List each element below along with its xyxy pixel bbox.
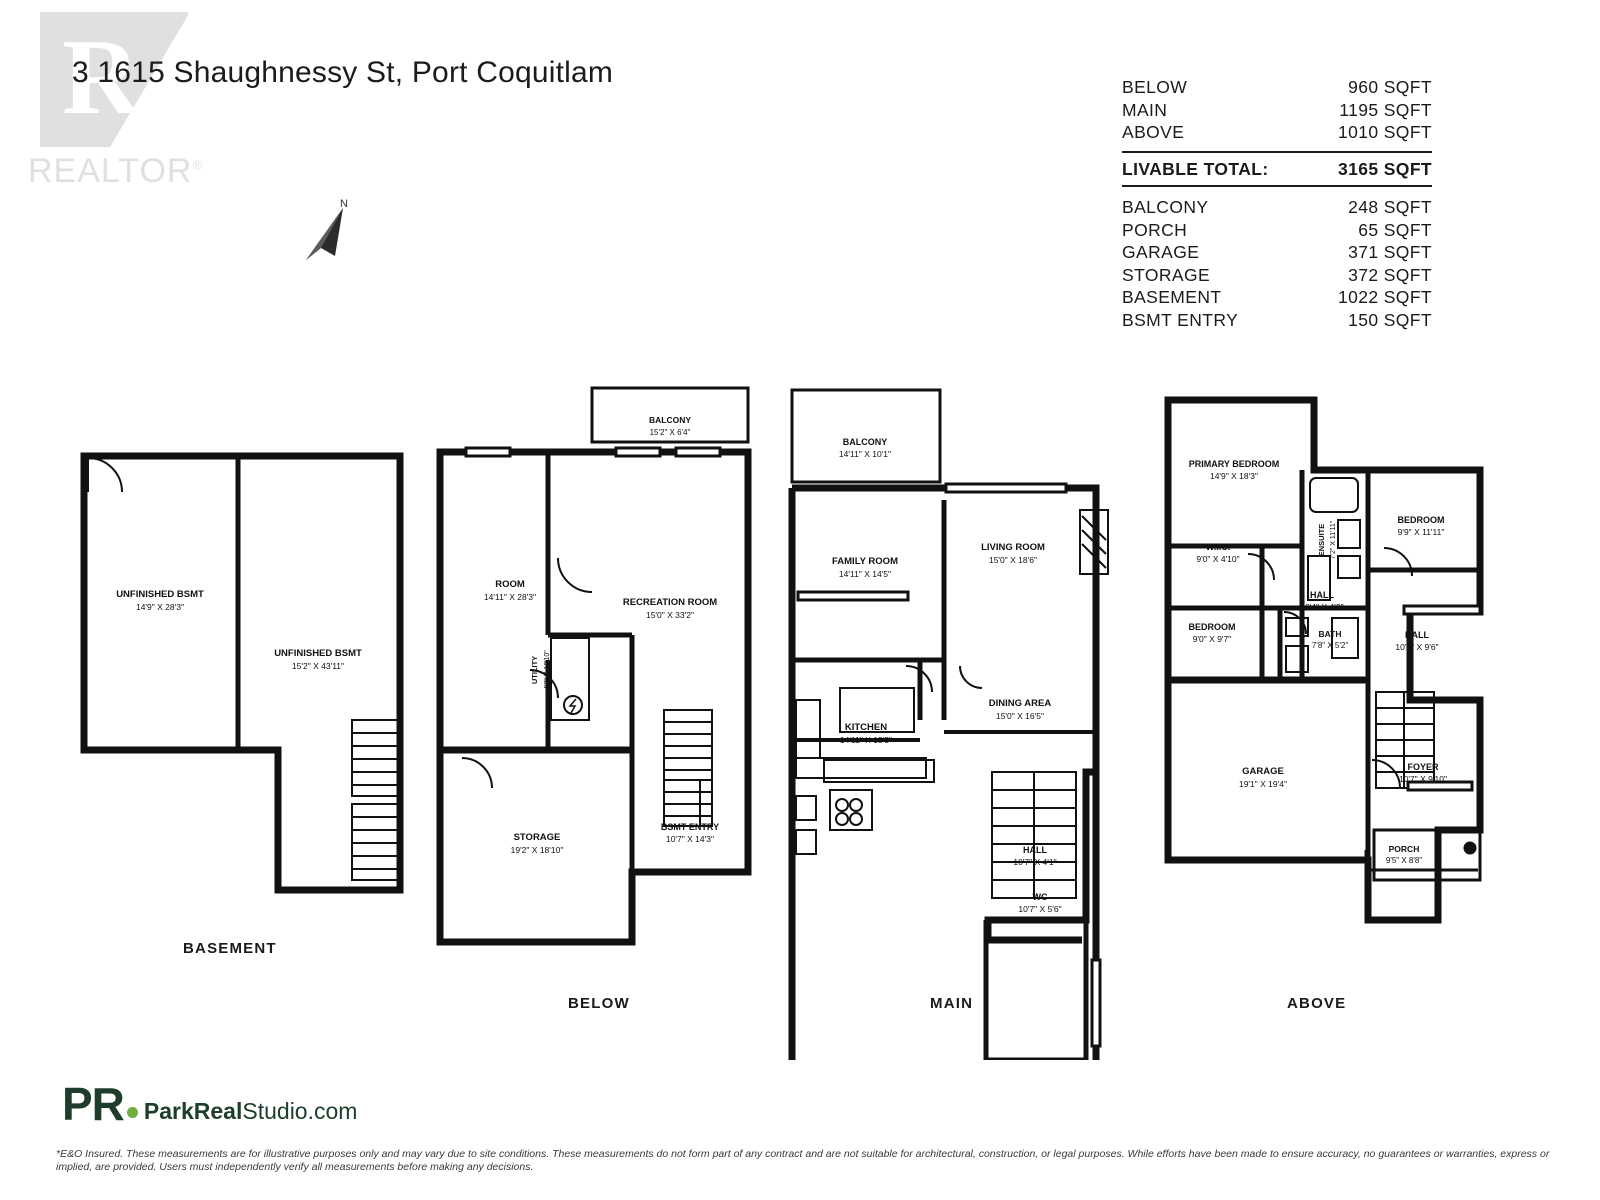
room-name: UTILITY [530, 655, 539, 685]
parkreal-wordmark-rest: Studio.com [242, 1097, 358, 1124]
room-dims: 15'0" X 16'5" [995, 711, 1045, 721]
plan-label-above: ABOVE [1287, 995, 1347, 1012]
room-dims: 14'11" X 28'3" [483, 592, 537, 602]
room-dims: 4'2" X 10'10" [544, 650, 551, 690]
plan-label-main: MAIN [930, 995, 974, 1012]
room-dims: 15'2" X 43'11" [291, 661, 345, 671]
room-dims: 10'4" X 4'2" [1300, 602, 1344, 612]
page-title: 3 1615 Shaughnessy St, Port Coquitlam [72, 56, 614, 90]
area-summary-table [1122, 76, 1432, 331]
room-dims: 19'1" X 19'4" [1238, 779, 1288, 789]
room-dims: 10'7" X 9'6" [1395, 642, 1439, 652]
area-row [1122, 121, 1432, 144]
room-name: BALCONY [648, 415, 692, 425]
room-name: BATH [1318, 629, 1342, 639]
room-name: HALL [1023, 845, 1047, 855]
area-row [1122, 219, 1432, 242]
room-name: ROOM [495, 579, 525, 590]
room-name: BEDROOM [1397, 515, 1445, 525]
room-dims: 14'11" X 15'3" [839, 735, 893, 745]
realtor-wordmark [28, 152, 203, 191]
area-row [1122, 309, 1432, 332]
room-dims: 14'9" X 18'3" [1209, 471, 1259, 481]
room-name: HALL [1405, 630, 1429, 640]
room-dims: 14'11" X 10'1" [838, 449, 892, 459]
room-name: W.I.C. [1205, 542, 1231, 552]
realtor-logo-letter: R [62, 18, 140, 137]
area-label: BASEMENT [1122, 287, 1222, 307]
room-name: UNFINISHED BSMT [116, 589, 204, 600]
room-name: PORCH [1388, 844, 1420, 854]
area-row [1122, 76, 1432, 99]
area-value: 1010 SQFT [1337, 122, 1432, 142]
parkreal-dot-icon [127, 1107, 138, 1118]
plan-label-below: BELOW [568, 995, 630, 1012]
area-value: 372 SQFT [1348, 264, 1432, 285]
area-value: 371 SQFT [1348, 242, 1432, 262]
room-dims: 15'2" X 6'4" [649, 428, 691, 437]
room-name: STORAGE [513, 832, 561, 843]
livable-total-value: 3165 SQFT [1337, 158, 1432, 179]
room-name: DINING AREA [988, 698, 1052, 709]
parkreal-logo[interactable] [62, 1078, 357, 1130]
room-dims: 14'9" X 28'3" [135, 602, 185, 612]
room-name: FAMILY ROOM [832, 556, 898, 567]
room-name: HALL [1310, 590, 1334, 600]
livable-total-label: LIVABLE TOTAL: [1122, 158, 1269, 179]
room-name: BEDROOM [1188, 622, 1236, 632]
realtor-logo [28, 12, 238, 192]
room-name: UNFINISHED BSMT [274, 648, 362, 659]
room-name: KITCHEN [844, 722, 888, 733]
area-label: STORAGE [1122, 264, 1211, 285]
room-dims: 14'11" X 14'5" [838, 569, 892, 579]
room-dims: 10'7" X 14'3" [665, 834, 715, 844]
area-row [1122, 286, 1432, 309]
area-label: ABOVE [1122, 122, 1185, 142]
north-arrow-icon [288, 198, 358, 278]
room-dims: 19'2" X 18'10" [510, 845, 564, 855]
room-dims: 9'0" X 9'7" [1192, 634, 1232, 644]
area-row [1122, 99, 1432, 122]
room-dims: 7'2" X 11'11" [1330, 520, 1337, 560]
room-dims: 9'0" X 4'10" [1196, 554, 1240, 564]
disclaimer-text: *E&O Insured. These measurements are for illustrative purposes only and may vary due to site conditions. These measurements do not form part of any contract and are not suitable for architectural, construction, or legal purposes. While efforts have been made to ensure accuracy, no guarantees or warranties, express or implied, are provided. Users must independently verify all measurements before making any decisions. [56, 1148, 1550, 1173]
north-arrow-graphic [288, 198, 358, 278]
room-dims: 9'5" X 8'8" [1385, 856, 1423, 865]
area-value: 960 SQFT [1348, 77, 1432, 97]
area-label: BELOW [1122, 77, 1188, 97]
area-value: 1195 SQFT [1339, 99, 1432, 120]
realtor-wordmark-text: REALTOR [28, 152, 193, 190]
area-row [1122, 196, 1432, 219]
north-arrow-label: N [340, 198, 348, 210]
parkreal-wordmark-bold: ParkReal [143, 1097, 243, 1124]
room-name: WC [1032, 892, 1048, 902]
realtor-registered-mark: ® [192, 157, 204, 173]
area-label: PORCH [1122, 219, 1188, 240]
room-name: BSMT ENTRY [660, 822, 720, 832]
parkreal-mark: PR [62, 1078, 124, 1130]
room-name: FOYER [1407, 762, 1439, 772]
area-row [1122, 264, 1432, 287]
room-dims: 7'8" X 5'2" [1311, 641, 1349, 650]
area-value: 65 SQFT [1358, 219, 1432, 240]
plan-below-walls [440, 388, 748, 942]
area-row [1122, 241, 1432, 264]
area-value: 1022 SQFT [1337, 287, 1432, 307]
area-label: MAIN [1122, 99, 1168, 120]
room-dims: 15'0" X 33'2" [645, 610, 695, 620]
parkreal-wordmark [143, 1097, 358, 1124]
room-name: GARAGE [1242, 766, 1284, 777]
room-name: ENSUITE [1317, 523, 1326, 557]
area-label: BSMT ENTRY [1122, 309, 1239, 330]
room-dims: 10'7" X 4'1" [1013, 857, 1057, 867]
room-dims: 10'7" X 9'10" [1398, 774, 1448, 784]
room-name: BALCONY [842, 437, 888, 447]
livable-total-row [1122, 151, 1432, 188]
room-name: PRIMARY BEDROOM [1188, 459, 1280, 469]
area-label: GARAGE [1122, 242, 1200, 262]
area-value: 248 SQFT [1348, 197, 1432, 217]
plan-label-basement: BASEMENT [183, 940, 277, 957]
area-label: BALCONY [1122, 197, 1209, 217]
room-dims: 15'0" X 18'6" [988, 555, 1038, 565]
room-name: LIVING ROOM [981, 542, 1045, 553]
room-dims: 9'9" X 11'11" [1397, 527, 1445, 537]
area-value: 150 SQFT [1348, 309, 1432, 330]
room-name: RECREATION ROOM [622, 597, 718, 608]
room-dims: 10'7" X 5'6" [1018, 904, 1062, 914]
